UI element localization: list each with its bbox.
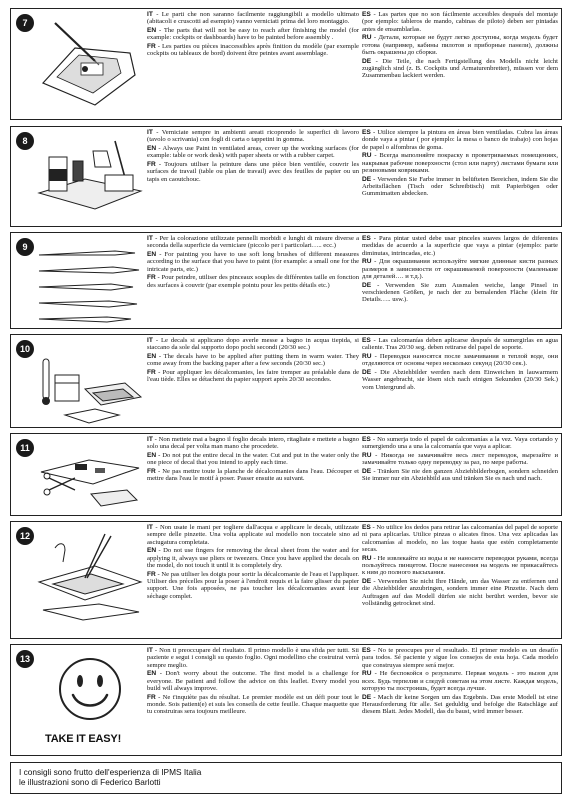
text-column-right: ES - No sumerja todo el papel de calcomanías a la vez. Vaya cortando y sumergiendo una a una la calcomanía que vaya a aplicar. RU - Никогда не замачивайте весь лист переводок, вырезайте и замачивайте только одну переводку за раз, по мере работы. DE - Tränken Sie nie den ganzen Abziehbilderbogen, sondern schneiden Sie immer nur ein Abziehbild aus und tränken Sie es nach und nach. (362, 436, 558, 483)
text-fr: Ne t'inquiète pas du résultat. Le premier modèle est un défi pour tout le monde. Sois patient(e) et suis les conseils de cette feuille. Chaque maquette que tu construiras sera toujours meilleure. (147, 693, 359, 716)
decal-water-bath-illustration (35, 339, 145, 427)
smiley-face-icon (35, 649, 145, 729)
text-en: Always use Paint in ventilated areas, cover up the working surfaces (for example: table or work desk) with paper sheets or with a rubber carpet. (147, 145, 359, 160)
text-column-right: ES - Para pintar usted debe usar pinceles suaves largos de diferentes medidas de acuerdo a la superficie que vaya a pintar (ejemplo: parte diminutas, intrincadas, etc.) RU - Для окрашивания используйте мягкие длинные кисти разных размеров в зависимости от окрашиваемой поверхности (маленькие для деталей…. и т.д.). DE - Verwenden Sie zum Ausmalen weiche, lange Pinsel in verschiedenen Größen, je nach der zu bemalenden Fläche (klein für Details….. usw.). (362, 235, 558, 304)
ventilated-workspace-illustration (35, 131, 145, 225)
text-ru: Для окрашивания используйте мягкие длинные кисти разных размеров в зависимости от окрашиваемой поверхности (маленькие для деталей…. и т.д.). (362, 258, 558, 280)
text-fr: Ne pas mettre toute la planche de décalcomanies dans l'eau. Découper et mettre dans l'eau le motif à poser. Passer ensuite au suivant. (147, 468, 359, 483)
text-fr: Ne pas utiliser les doigts pour sortir la décalcomanie de l'eau et l'appliquer. Utiliser des précelles pour la poser à l'endroit requis et la faire glisser du papier support. Une fois apposées, ne pas toucher les décalcomanies avant leur séchage complet. (147, 570, 359, 600)
lang-label-de: DE (362, 175, 372, 183)
text-es: No utilice los dedos para retirar las calcomanías del papel de soporte ni para aplicarlas. Utilice pinzas o alicates finos. Una vez aplicadas las calcomanías al modelo, no las toque hasta que estén completamente secas. (362, 524, 558, 553)
text-it: Non usate le mani per togliere dall'acqua e applicare le decals, utilizzate sempre delle pinzette. Una volta applicate sul modello non toccatele sino ad asciugatura completata. (147, 524, 359, 546)
lang-label-de: DE (362, 57, 372, 65)
lang-label-de: DE (362, 468, 372, 476)
lang-label-en: EN (147, 452, 157, 460)
lang-label-fr: FR (147, 693, 156, 701)
text-column-left: IT - Non usate le mani per togliere dall'acqua e applicare le decals, utilizzate sempre delle pinzette. Una volta applicate sul modello non toccatele sino ad asciugatura completata. EN - Do not use fingers for removing the decal sheet from the water and for applying it, always use pliers or tweezers. Once you have applied the decals on the model, do not touch it until it is completely dry. FR - Ne pas utiliser les doigts pour sortir la décalcomanie de l'eau et l'appliquer. Utiliser des précelles pour la poser à l'endroit requis et la faire glisser du papier support. Une fois apposées, ne pas toucher les décalcomanies avant leur séchage complet. (147, 524, 359, 600)
lang-label-ru: RU (362, 353, 372, 361)
text-it: Per la colorazione utilizzate pennelli morbidi e lunghi di misure diverse a seconda della superficie da verniciare (piccolo per i particolari….. ecc.) (147, 235, 359, 250)
instruction-section-8 (10, 126, 562, 227)
step-number-badge: 7 (16, 14, 34, 32)
lang-label-en: EN (147, 251, 157, 259)
lang-label-de: DE (362, 578, 372, 586)
text-column-left: IT - Verniciate sempre in ambienti areati ricoprendo le superfici di lavoro (tavolo o scrivania) con fogli di carta o tappetini in gomma. EN - Always use Paint in ventilated areas, cover up the working surfaces (for example: table or work desk) with paper sheets or with a rubber carpet. FR - Toujours utiliser la peinture dans une pièce bien ventilée, couvrir les surfaces de travail (table ou plan de travail) avec des feuilles de papier ou un tapis en caoutchouc. (147, 129, 359, 183)
text-column-left: IT - Non mettete mai a bagno il foglio decals intero, ritagliate e mettete a bagno solo una decal per volta man mano che procedete. EN - Do not put the entire decal in the water. Cut and put in the water only the one piece of decal that you intend to apply each time. FR - Ne pas mettre toute la planche de décalcomanies dans l'eau. Découper et mettre dans l'eau le motif à poser. Passer ensuite au suivant. (147, 436, 359, 483)
text-de: Die Teile, die nach Fertigstellung des Modells nicht leicht zugänglich sind (z. B. Cockpits und Armaturenbretter), müssen vor dem Zusammenbau lackiert werden. (362, 57, 558, 80)
lang-label-ru: RU (362, 34, 372, 42)
credits-line-2: le illustrazioni sono di Federico Barlotti (19, 777, 161, 787)
lang-label-de: DE (362, 369, 372, 377)
lang-label-it: IT (147, 11, 153, 18)
text-de: Tränken Sie nie den ganzen Abziehbilderbogen, sondern schneiden Sie immer nur ein Abziehbild aus und tränken Sie es nach und nach. (362, 468, 558, 483)
text-ru: Никогда не замачивайте весь лист переводок, вырезайте и замачивайте только одну переводку за раз, по мере работы. (362, 452, 558, 467)
lang-label-fr: FR (147, 43, 156, 51)
text-fr: Pour peindre, utiliser des pinceaux souples de différentes taille en fonction des surfaces à couvrir (par exemple pointu pour les petits détails etc.) (147, 274, 359, 289)
instruction-section-7 (10, 8, 562, 120)
text-column-left: IT - Per la colorazione utilizzate pennelli morbidi e lunghi di misure diverse a seconda della superficie da verniciare (piccolo per i particolari….. ecc.) EN - For painting you have to use soft long brushes of different measures according to the surface that you have to paint (for example: a small one for the intricate parts, etc.) FR - Pour peindre, utiliser des pinceaux souples de différentes taille en fonction des surfaces à couvrir (par exemple pointu pour les petits détails etc.) (147, 235, 359, 289)
text-es: Las calcomanías deben aplicarse después de sumergirlas en agua caliente. Tras 20/30 seg. deben retirarse del papel de soporte. (362, 337, 558, 352)
text-es: Para pintar usted debe usar pinceles suaves largos de diferentes medidas de acuerdo a la superficie que vaya a pintar (ejemplo: parte diminutas, intrincadas, etc.) (362, 235, 558, 257)
lang-label-es: ES (362, 129, 371, 136)
instruction-section-10 (10, 334, 562, 428)
cut-single-decal-illustration (35, 438, 145, 514)
lang-label-fr: FR (147, 570, 156, 578)
text-ru: Не извлекайте из воды и не наносите переводки руками, всегда пользуйтесь пинцетом. После нанесения на модель не прикасайтесь к ним до полного высыхания. (362, 554, 558, 577)
lang-label-en: EN (147, 145, 157, 153)
lang-label-it: IT (147, 436, 153, 443)
lang-label-es: ES (362, 524, 371, 531)
tweezers-illustration (35, 526, 145, 636)
lang-label-it: IT (147, 647, 153, 654)
instruction-section-9 (10, 232, 562, 329)
lang-label-de: DE (362, 693, 372, 701)
instruction-section-13 (10, 644, 562, 756)
step-number-badge: 11 (16, 439, 34, 457)
step-number-badge: 8 (16, 132, 34, 150)
lang-label-it: IT (147, 235, 153, 242)
text-es: Las partes que no son fácilmente accesibles después del montaje (por ejemplo: tableros de mando, cabinas de piloto) deben ser pintadas antes de ensamblarlas. (362, 11, 558, 33)
text-de: Verwenden Sie Farbe immer in belüfteten Bereichen, indem Sie die Arbeitsflächen (Tisch oder Schreibtisch) mit Papierbögen oder Gummimatten abdecken. (362, 175, 558, 198)
lang-label-ru: RU (362, 670, 372, 678)
step-number-badge: 12 (16, 527, 34, 545)
text-de: Mach dir keine Sorgen um das Ergebnis. Das erste Modell ist eine Herausforderung für alle. Sei geduldig und befolge die Ratschläge auf diesem Blatt. Jedes Modell, das du baust, wird immer besser. (362, 693, 558, 716)
lang-label-fr: FR (147, 468, 156, 476)
text-ru: Переводки наносятся после замачивания в теплой воде, они отделяются от основы через несколько секунд (20/30 сек.). (362, 353, 558, 368)
lang-label-fr: FR (147, 274, 156, 282)
text-en: The decals have to be applied after putting them in warm water. They come away from the backing paper after a few seconds (20/30 sec.) (147, 353, 359, 368)
text-it: Le decals si applicano dopo averle messe a bagno in acqua tiepida, si staccano da sole dal supporto dopo pochi secondi (20/30 sec.) (147, 337, 359, 352)
lang-label-ru: RU (362, 554, 372, 562)
lang-label-es: ES (362, 11, 371, 18)
text-column-right: ES - Las partes que no son fácilmente accesibles después del montaje (por ejemplo: tableros de mando, cabinas de piloto) deben ser pintadas antes de ensamblarlas. RU - Детали, которые не будут легко доступны, когда модель будет готова (например, кабины пилотов и приборные панели), должны быть окрашены до сборки. DE - Die Teile, die nach Fertigstellung des Modells nicht leicht zugänglich sind (z. B. Cockpits und Armaturenbretter), müssen vor dem Zusammenbau lackiert werden. (362, 11, 558, 80)
lang-label-de: DE (362, 281, 372, 289)
text-column-left: IT - Non ti preoccupare del risultato. Il primo modello è una sfida per tutti. Sii paziente e segui i consigli su questo foglio. Ogni modellino che costruirai verrà sempre meglio. EN - Don't worry about the outcome. The first model is a challenge for everyone. Be patient and follow the advice on this leaflet. Every model you build will always improve. FR - Ne t'inquiète pas du résultat. Le premier modèle est un défi pour tout le monde. Sois patient(e) et suis les conseils de cette feuille. Chaque maquette que tu construiras sera toujours meilleure. (147, 647, 359, 716)
cockpit-painting-illustration (35, 13, 145, 117)
lang-label-es: ES (362, 436, 371, 443)
step-number-badge: 13 (16, 650, 34, 668)
text-it: Non mettete mai a bagno il foglio decals intero, ritagliate e mettete a bagno solo una decal per volta man mano che procedete. (147, 436, 359, 451)
text-column-right: ES - No utilice los dedos para retirar las calcomanías del papel de soporte ni para aplicarlas. Utilice pinzas o alicates finos. Una vez aplicadas las calcomanías al modelo, no las toque hasta que estén completamente secas. RU - Не извлекайте из воды и не наносите переводки руками, всегда пользуйтесь пинцетом. После нанесения на модель не прикасайтесь к ним до полного высыхания. DE - Verwenden Sie nicht Ihre Hände, um das Wasser zu entfernen und die Abziehbilder anzubringen, sondern immer eine Pinzette. Nach dem Auftragen auf das Modell dürfen sie nicht berührt werden, bevor sie vollständig getrocknet sind. (362, 524, 558, 607)
text-en: The parts that will not be easy to reach after finishing the model (for example: cockpits or dashboards) have to be painted before assembly . (147, 27, 359, 42)
text-de: Verwenden Sie zum Ausmalen weiche, lange Pinsel in verschiedenen Größen, je nach der zu bemalenden Fläche (klein für Details….. usw.). (362, 281, 558, 304)
text-de: Verwenden Sie nicht Ihre Hände, um das Wasser zu entfernen und die Abziehbilder anzubringen, sondern immer eine Pinzette. Nach dem Auftragen auf das Modell dürfen sie nicht berührt werden, bevor sie vollständig getrocknet sind. (362, 578, 558, 607)
lang-label-fr: FR (147, 369, 156, 377)
text-de: Die Abziehbilder werden nach dem Einweichen in lauwarmem Wasser angebracht, sie lösen sich nach einigen Sekunden (20/30 Sek.) vom Untergrund ab. (362, 369, 558, 391)
text-ru: Не беспокойся о результате. Первая модель - это вызов для всех. Будь терпелив и следуй советам на этом листе. Каждая модель, которую ты построишь, будет всегда лучше. (362, 670, 558, 692)
text-en: For painting you have to use soft long brushes of different measures according to the surface that you have to paint (for example: a small one for the intricate parts, etc.) (147, 251, 359, 273)
lang-label-ru: RU (362, 152, 372, 160)
take-it-easy-caption: TAKE IT EASY! (45, 733, 122, 745)
instruction-section-12 (10, 521, 562, 639)
text-ru: Детали, которые не будут легко доступны, когда модель будет готова (например, кабины пилотов и приборные панели), должны быть окрашены до сборки. (362, 34, 558, 56)
lang-label-fr: FR (147, 161, 156, 169)
lang-label-ru: RU (362, 258, 372, 266)
text-es: Utilice siempre la pintura en áreas bien ventiladas. Cubra las áreas donde vaya a pintar ( por ejemplo: la mesa o banco de trabajo) con hojas de papel o alfombras de goma. (362, 129, 558, 151)
instruction-section-11 (10, 433, 562, 516)
text-fr: Toujours utiliser la peinture dans une pièce bien ventilée, couvrir les surfaces de travail (table ou plan de travail) avec des feuilles de papier ou un tapis en caoutchouc. (147, 161, 359, 183)
text-column-right: ES - Las calcomanías deben aplicarse después de sumergirlas en agua caliente. Tras 20/30 seg. deben retirarse del papel de soporte. RU - Переводки наносятся после замачивания в теплой воде, они отделяются от основы через несколько секунд (20/30 сек.). DE - Die Abziehbilder werden nach dem Einweichen in lauwarmem Wasser angebracht, sie lösen sich nach einigen Sekunden (20/30 Sek.) vom Untergrund ab. (362, 337, 558, 391)
lang-label-ru: RU (362, 452, 372, 460)
lang-label-es: ES (362, 337, 371, 344)
text-column-right: ES - No te preocupes por el resultado. El primer modelo es un desafío para todos. Sé paciente y sigue los consejos de esta hoja. Cada modelo que construyas siempre será mejor. RU - Не беспокойся о результате. Первая модель - это вызов для всех. Будь терпелив и следуй советам на этом листе. Каждая модель, которую ты построишь, будет всегда лучше. DE - Mach dir keine Sorgen um das Ergebnis. Das erste Modell ist eine Herausforderung für alle. Sei geduldig und befolge die Ratschläge auf diesem Blatt. Jedes Modell, das du baust, wird immer besser. (362, 647, 558, 716)
text-en: Don't worry about the outcome. The first model is a challenge for everyone. Be patient and follow the advice on this leaflet. Every model you build will always improve. (147, 670, 359, 692)
text-es: No sumerja todo el papel de calcomanías a la vez. Vaya cortando y sumergiendo una a una la calcomanía que vaya a aplicar. (362, 436, 558, 451)
text-it: Verniciate sempre in ambienti areati ricoprendo le superfici di lavoro (tavolo o scrivania) con fogli di carta o tappetini in gomma. (147, 129, 359, 144)
text-it: Non ti preoccupare del risultato. Il primo modello è una sfida per tutti. Sii paziente e segui i consigli su questo foglio. Ogni modellino che costruirai verrà sempre meglio. (147, 647, 359, 669)
text-it: Le parti che non saranno facilmente raggiungibili a modello ultimato (abitacoli e cruscotti ad esempio) vanno verniciati prima del loro montaggio. (147, 11, 359, 26)
text-en: Do not put the entire decal in the water. Cut and put in the water only the one piece of decal that you intend to apply each time. (147, 452, 359, 467)
lang-label-it: IT (147, 524, 153, 531)
lang-label-en: EN (147, 670, 157, 678)
text-en: Do not use fingers for removing the decal sheet from the water and for applying it, always use pliers or tweezers. Once you have applied the decals on the model, do not touch it until it is completely dry. (147, 547, 359, 569)
lang-label-es: ES (362, 235, 371, 242)
brushes-illustration (35, 237, 145, 327)
text-column-left: IT - Le decals si applicano dopo averle messe a bagno in acqua tiepida, si staccano da sole dal supporto dopo pochi secondi (20/30 sec.) EN - The decals have to be applied after putting them in warm water. They come away from the backing paper after a few seconds (20/30 sec.) FR - Pour appliquer les décalcomanies, les faire tremper au préalable dans de l'eau tiède. Elles se détachent du papier support après 20/30 secondes. (147, 337, 359, 384)
lang-label-it: IT (147, 337, 153, 344)
text-fr: Les parties ou pièces inaccessibles après finition du modèle (par exemple cockpits ou tableaux de bord) doivent être peintes avant assemblage. (147, 43, 359, 58)
lang-label-en: EN (147, 353, 157, 361)
lang-label-es: ES (362, 647, 371, 654)
text-fr: Pour appliquer les décalcomanies, les faire tremper au préalable dans de l'eau tiède. Elles se détachent du papier support après 20/30 secondes. (147, 369, 359, 384)
text-column-right: ES - Utilice siempre la pintura en áreas bien ventiladas. Cubra las áreas donde vaya a pintar ( por ejemplo: la mesa o banco de trabajo) con hojas de papel o alfombras de goma. RU - Всегда выполняйте покраску в проветриваемых помещениях, накрывая рабочие поверхности (стол или парту) листами бумаги или резиновыми ковриками. DE - Verwenden Sie Farbe immer in belüfteten Bereichen, indem Sie die Arbeitsflächen (Tisch oder Schreibtisch) mit Papierbögen oder Gummimatten abdecken. (362, 129, 558, 198)
credits-footer (10, 762, 562, 794)
text-column-left: IT - Le parti che non saranno facilmente raggiungibili a modello ultimato (abitacoli e cruscotti ad esempio) vanno verniciati prima del loro montaggio. EN - The parts that will not be easy to reach after finishing the model (for example: cockpits or dashboards) have to be painted before assembly . FR - Les parties ou pièces inaccessibles après finition du modèle (par exemple cockpits ou tableaux de bord) doivent être peintes avant assemblage. (147, 11, 359, 58)
lang-label-en: EN (147, 547, 157, 555)
text-es: No te preocupes por el resultado. El primer modelo es un desafío para todos. Sé paciente y sigue los consejos de esta hoja. Cada modelo que construyas siempre será mejor. (362, 647, 558, 669)
step-number-badge: 10 (16, 340, 34, 358)
credits-line-1: I consigli sono frutto dell'esperienza di IPMS Italia (19, 767, 202, 777)
text-ru: Всегда выполняйте покраску в проветриваемых помещениях, накрывая рабочие поверхности (стол или парту) листами бумаги или резиновыми ковриками. (362, 152, 558, 174)
lang-label-en: EN (147, 27, 157, 35)
step-number-badge: 9 (16, 238, 34, 256)
lang-label-it: IT (147, 129, 153, 136)
